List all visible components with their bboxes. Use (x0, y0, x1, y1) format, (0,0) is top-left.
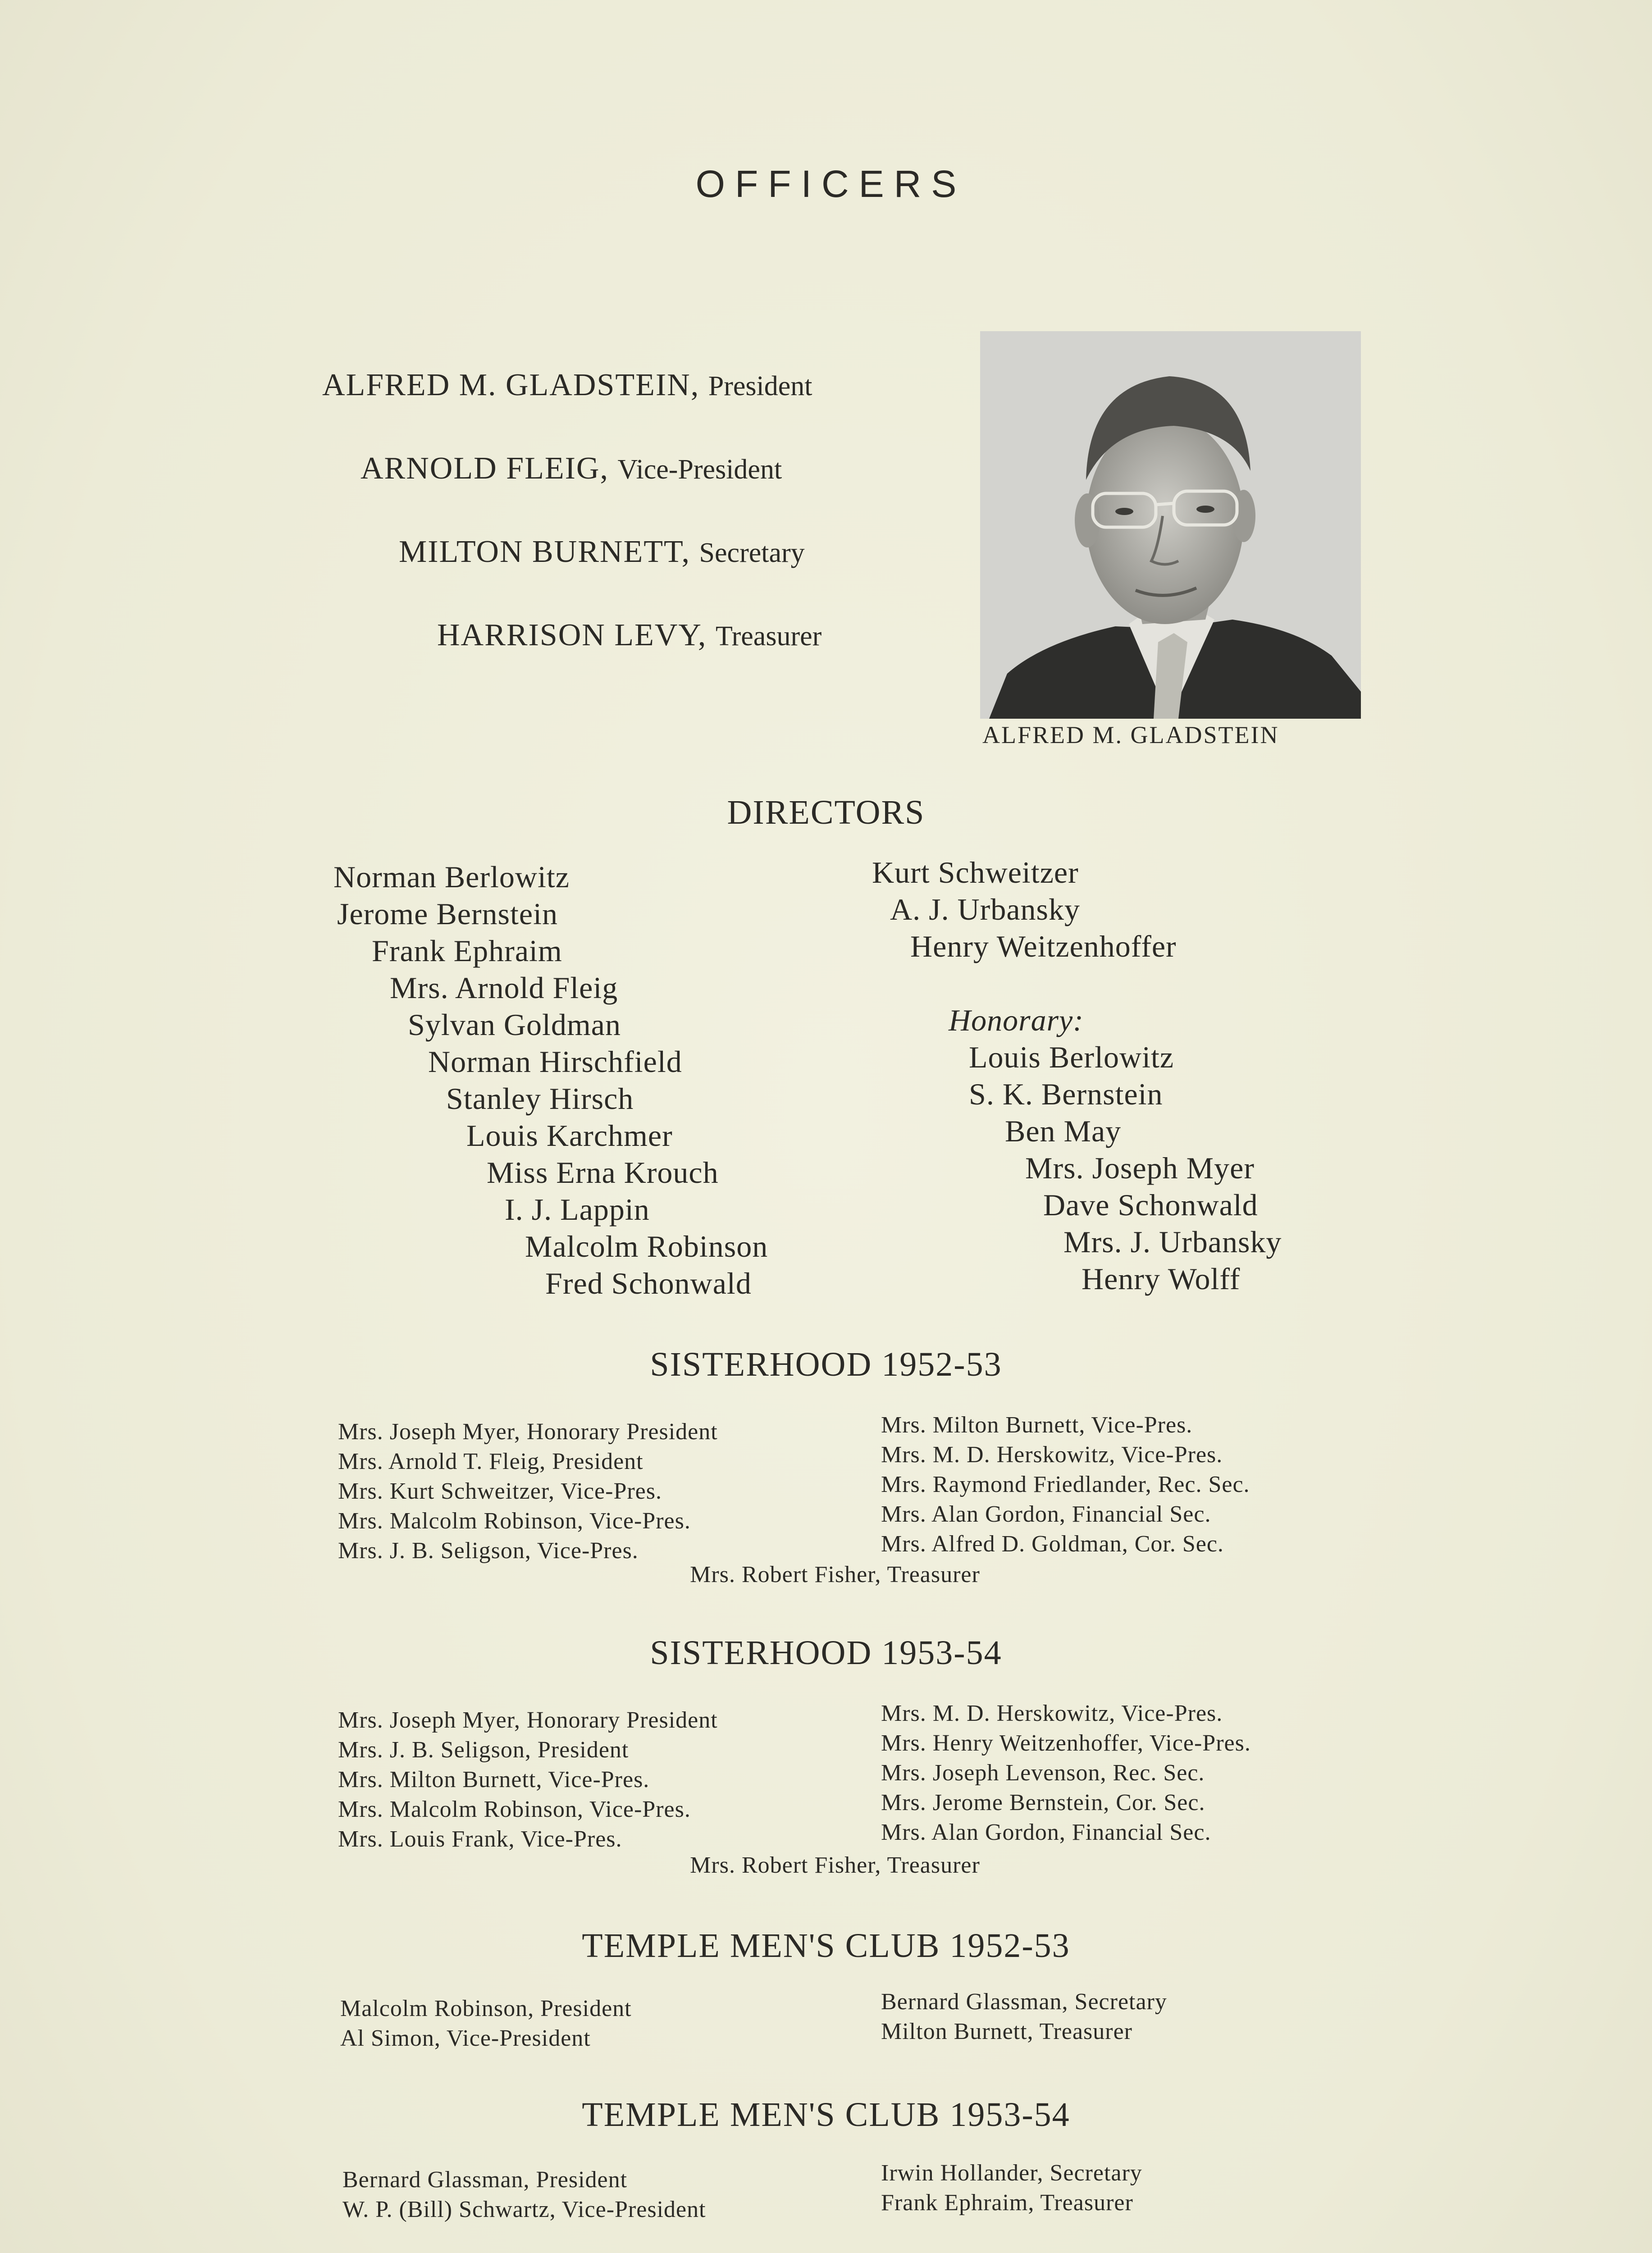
member-entry: Mrs. Malcolm Robinson, Vice-Pres. (338, 1508, 691, 1534)
director-name: I. J. Lappin (505, 1192, 650, 1227)
sisterhood-1953-right-list (881, 1699, 1251, 1847)
director-name: Norman Hirschfield (428, 1044, 682, 1079)
member-entry: Bernard Glassman, President (342, 2167, 628, 2193)
member-entry: Al Simon, Vice-President (340, 2025, 591, 2051)
officer-secretary: MILTON BURNETT, Secretary (399, 534, 805, 569)
member-entry: Mrs. Louis Frank, Vice-Pres. (338, 1826, 622, 1852)
honorary-director-name: Henry Wolff (1082, 1262, 1241, 1296)
page-title: OFFICERS (695, 163, 967, 205)
directors-right-list (872, 854, 1282, 1297)
sisterhood-1953-treasurer: Mrs. Robert Fisher, Treasurer (690, 1852, 980, 1878)
member-entry: Mrs. J. B. Seligson, Vice-Pres. (338, 1538, 639, 1564)
photo-caption: ALFRED M. GLADSTEIN (982, 721, 1279, 748)
honorary-director-name: Ben May (1005, 1114, 1122, 1148)
member-entry: W. P. (Bill) Schwartz, Vice-President (342, 2197, 706, 2222)
honorary-director-name: Mrs. J. Urbansky (1063, 1225, 1282, 1259)
honorary-director-name: Dave Schonwald (1043, 1188, 1258, 1222)
member-entry: Mrs. Milton Burnett, Vice-Pres. (338, 1767, 650, 1792)
member-entry: Mrs. Jerome Bernstein, Cor. Sec. (881, 1790, 1205, 1815)
member-entry: Mrs. M. D. Herskowitz, Vice-Pres. (881, 1442, 1223, 1468)
member-entry: Mrs. Raymond Friedlander, Rec. Sec. (881, 1472, 1250, 1497)
member-entry: Mrs. Joseph Levenson, Rec. Sec. (881, 1760, 1205, 1786)
sisterhood-1952-right-list (881, 1410, 1250, 1559)
officer-vice-president: ARNOLD FLEIG, Vice-President (361, 451, 782, 486)
member-entry: Mrs. Joseph Myer, Honorary President (338, 1419, 718, 1445)
member-entry: Mrs. Joseph Myer, Honorary President (338, 1707, 718, 1733)
member-entry: Bernard Glassman, Secretary (881, 1989, 1167, 2015)
sisterhood-1953-left-list (338, 1706, 718, 1854)
mens-club-1952-title: TEMPLE MEN'S CLUB 1952-53 (582, 1927, 1070, 1965)
director-name: Malcolm Robinson (525, 1229, 768, 1263)
director-name: Fred Schonwald (545, 1266, 752, 1300)
honorary-director-name: Louis Berlowitz (969, 1040, 1174, 1074)
sisterhood-1953-title: SISTERHOOD 1953-54 (650, 1634, 1002, 1672)
member-entry: Mrs. Alfred D. Goldman, Cor. Sec. (881, 1531, 1224, 1557)
mens-club-1953-right-list (881, 2158, 1142, 2218)
director-name: Stanley Hirsch (446, 1081, 634, 1116)
sisterhood-1952-left-list (338, 1417, 718, 1566)
director-name: Henry Weitzenhoffer (910, 929, 1177, 963)
honorary-director-name: S. K. Bernstein (969, 1077, 1163, 1111)
member-entry: Mrs. Henry Weitzenhoffer, Vice-Pres. (881, 1730, 1251, 1756)
honorary-label: Honorary: (949, 1003, 1084, 1037)
director-name: Frank Ephraim (372, 934, 562, 968)
director-name: Mrs. Arnold Fleig (390, 971, 618, 1005)
member-entry: Mrs. Kurt Schweitzer, Vice-Pres. (338, 1478, 662, 1504)
member-entry: Mrs. J. B. Seligson, President (338, 1737, 629, 1763)
member-entry: Frank Ephraim, Treasurer (881, 2190, 1133, 2216)
member-entry: Mrs. M. D. Herskowitz, Vice-Pres. (881, 1701, 1223, 1726)
director-name: A. J. Urbansky (890, 892, 1080, 926)
director-name: Miss Erna Krouch (487, 1155, 719, 1190)
portrait-illustration (980, 331, 1361, 719)
officer-president: ALFRED M. GLADSTEIN, President (322, 368, 812, 402)
member-entry: Mrs. Alan Gordon, Financial Sec. (881, 1501, 1211, 1527)
director-name: Louis Karchmer (466, 1118, 673, 1153)
director-name: Norman Berlowitz (333, 860, 570, 894)
member-entry: Mrs. Arnold T. Fleig, President (338, 1449, 643, 1474)
directors-left-list (333, 858, 768, 1302)
member-entry: Malcolm Robinson, President (340, 1996, 632, 2021)
member-entry: Mrs. Malcolm Robinson, Vice-Pres. (338, 1797, 691, 1822)
sisterhood-1952-treasurer: Mrs. Robert Fisher, Treasurer (690, 1562, 980, 1587)
directors-title: DIRECTORS (727, 794, 925, 831)
director-name: Kurt Schweitzer (872, 855, 1079, 889)
portrait-photo (980, 331, 1361, 719)
director-name: Jerome Bernstein (337, 897, 558, 931)
mens-club-1952-right-list (881, 1987, 1167, 2047)
mens-club-1953-left-list (342, 2165, 706, 2225)
member-entry: Irwin Hollander, Secretary (881, 2160, 1142, 2186)
mens-club-1953-title: TEMPLE MEN'S CLUB 1953-54 (582, 2096, 1070, 2134)
member-entry: Mrs. Alan Gordon, Financial Sec. (881, 1820, 1211, 1845)
mens-club-1952-left-list (340, 1994, 632, 2053)
director-name: Sylvan Goldman (408, 1008, 621, 1042)
officer-treasurer: HARRISON LEVY, Treasurer (437, 618, 822, 652)
member-entry: Mrs. Milton Burnett, Vice-Pres. (881, 1412, 1193, 1438)
member-entry: Milton Burnett, Treasurer (881, 2019, 1132, 2044)
honorary-director-name: Mrs. Joseph Myer (1025, 1151, 1255, 1185)
sisterhood-1952-title: SISTERHOOD 1952-53 (650, 1345, 1002, 1383)
